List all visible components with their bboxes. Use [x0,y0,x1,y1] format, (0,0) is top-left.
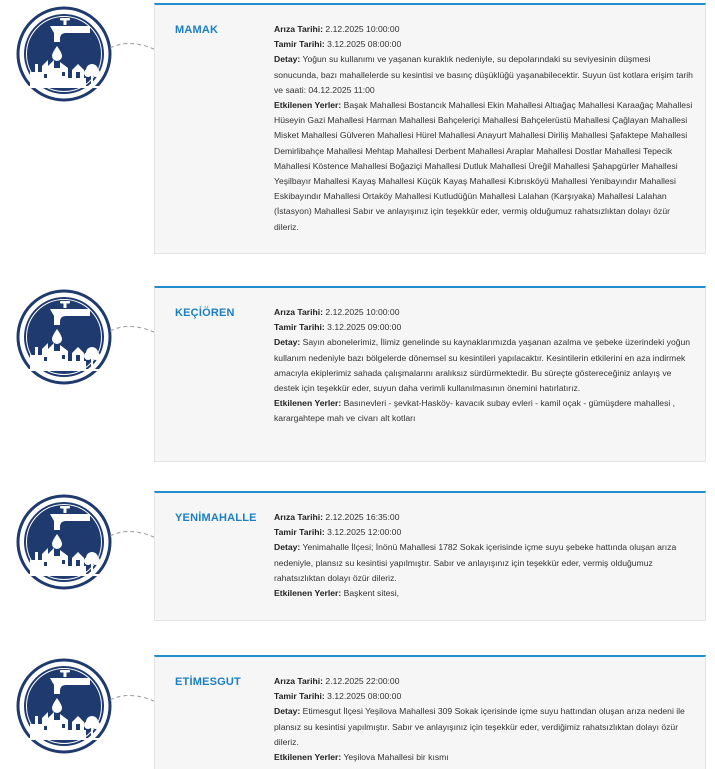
fault-date-value: 2.12.2025 10:00:00 [325,307,400,317]
connector-line [110,319,158,339]
repair-date-value: 3.12.2025 08:00:00 [327,691,402,702]
outage-details [274,305,694,427]
fault-date-row [274,674,694,689]
connector-line [110,524,158,544]
outage-details [274,510,694,601]
affected-label: Etkilenen Yerler: [274,752,342,763]
repair-date-value: 3.12.2025 08:00:00 [327,39,402,50]
district-name[interactable]: MAMAK [175,24,219,36]
district-name[interactable]: KEÇİÖREN [175,307,235,319]
repair-date-row [274,689,694,704]
detail-row [274,52,694,98]
detail-label: Detay: [274,706,301,717]
affected-text: Yeşilova Mahallesi bir kısmı [343,752,449,763]
repair-date-row [274,37,694,52]
fault-date-value: 2.12.2025 16:35:00 [325,512,400,522]
water-tap-city-icon [16,6,112,102]
repair-date-row [274,525,694,540]
affected-text: Basınevleri - şevkat-Hasköy- kavacık subay evleri - kamil oçak - gümüşdere mahallesi , karargahtepe mah ve civarı alt kotları [274,398,676,424]
fault-date-label: Arıza Tarihi: [274,307,324,317]
affected-row [274,98,694,235]
detail-text: Yenimahalle İlçesi; İnönü Mahallesi 1782 Sokak içerisinde içme suyu şebeke hattında oluşan arıza nedeniyle, plansız su kesintisi yapılmıştır. Sabır ve anlayışınız için teşekkür eder, vermiş olduğumuz rahatsızlıktan dolayı özür dileriz. [274,542,677,583]
water-tap-city-icon [16,289,112,385]
fault-date-label: Arıza Tarihi: [274,24,324,34]
fault-date-label: Arıza Tarihi: [274,676,324,686]
outage-card [154,3,706,254]
outage-details [274,674,694,765]
repair-date-label: Tamir Tarihi: [274,691,325,702]
detail-text: Etimesgut İlçesi Yeşilova Mahallesi 309 Sokak içerisinde içme suyu hattından oluşan arıza nedeni ile plansız su kesintisi yapılmıştır. Sabır ve anlayışınız için teşekkür eder, verdiğimiz rahatsızlıktan dolayı özür dileriz. [274,706,685,747]
affected-label: Etkilenen Yerler: [274,588,342,599]
repair-date-label: Tamir Tarihi: [274,527,325,538]
detail-text: Sayın abonelerimiz, İlimiz genelinde su kaynaklarımızda yaşanan azalma ve şebeke üzerindeki yoğun kullanım nedeniyle bazı bölgelerde dönemsel su kesintileri yapılacaktır. Kesintilerin etkilerini en aza indirmek amacıyla ekiplerimiz sahada çalışmalarını aralıksız sürdürmektedir. Bu süreçte göstereceğiniz anlayış ve destek için teşekkür eder, suyun daha verimli kullanılmasının önemini hatırlatırız. [274,337,691,394]
repair-date-label: Tamir Tarihi: [274,39,325,50]
district-name[interactable]: YENİMAHALLE [175,512,257,524]
detail-label: Detay: [274,337,301,348]
outage-card [154,491,706,621]
fault-date-label: Arıza Tarihi: [274,512,324,522]
outage-card [154,655,706,769]
detail-row [274,704,694,750]
outage-details [274,22,694,235]
affected-row [274,396,694,426]
repair-date-value: 3.12.2025 12:00:00 [327,527,402,538]
repair-date-label: Tamir Tarihi: [274,322,325,333]
detail-label: Detay: [274,54,301,65]
affected-row [274,586,694,601]
affected-row [274,750,694,765]
affected-text: Başak Mahallesi Bostancık Mahallesi Ekin Mahallesi Altıağaç Mahallesi Karaağaç Mahallesi Hüseyin Gazi Mahallesi Harman Mahallesi Bahçeleriçi Mahallesi Bahçelerüstü Mahallesi Çağlayan Mahallesi Misket Mahallesi Gülveren Mahallesi Hürel Mahallesi Anayurt Mahallesi Diriliş Mahallesi Şafaktepe Mahallesi Demirlibahçe Mahallesi Mehtap Mahallesi Derbent Mahallesi Araplar Mahallesi Dostlar Mahallesi Tepecik Mahallesi Köstence Mahallesi Boğaziçi Mahallesi Dutluk Mahallesi Üreğil Mahallesi Şahapgürler Mahallesi Yeşilbayır Mahallesi Kayaş Mahallesi Küçük Kayaş Mahallesi Kıbrısköyü Mahallesi Yenibayındır Mahallesi Eskibayındır Mahallesi Ortaköy Mahallesi Kutludüğün Mahallesi Lalahan (Karşıyaka) Mahallesi Lalahan (İstasyon) Mahallesi Sabır ve anlayışınız için teşekkür eder, vermiş olduğumuz rahatsızlıktan dolayı özür dileriz. [274,100,693,232]
fault-date-row [274,305,694,320]
fault-date-row [274,510,694,525]
fault-date-value: 2.12.2025 22:00:00 [325,676,400,686]
affected-text: Başkent sitesi, [343,588,399,599]
repair-date-value: 3.12.2025 09:00:00 [327,322,402,333]
detail-row [274,540,694,586]
fault-date-value: 2.12.2025 10:00:00 [325,24,400,34]
water-tap-city-icon [16,494,112,590]
detail-text: Yoğun su kullanımı ve yaşanan kuraklık nedeniyle, su depolarındaki su seviyesinin düşmesi sonucunda, bazı mahallelerde su kesintisi ve basınç düşüklüğü yaşanabilecektir. Suyun üst kotlara erişim tarih ve saati: 04.12.2025 11:00 [274,54,693,95]
affected-label: Etkilenen Yerler: [274,398,342,409]
water-tap-city-icon [16,658,112,754]
detail-row [274,335,694,396]
fault-date-row [274,22,694,37]
district-name[interactable]: ETİMESGUT [175,676,241,688]
repair-date-row [274,320,694,335]
outage-card [154,286,706,462]
connector-line [110,688,158,708]
connector-line [110,36,158,56]
detail-label: Detay: [274,542,301,553]
affected-label: Etkilenen Yerler: [274,100,342,111]
